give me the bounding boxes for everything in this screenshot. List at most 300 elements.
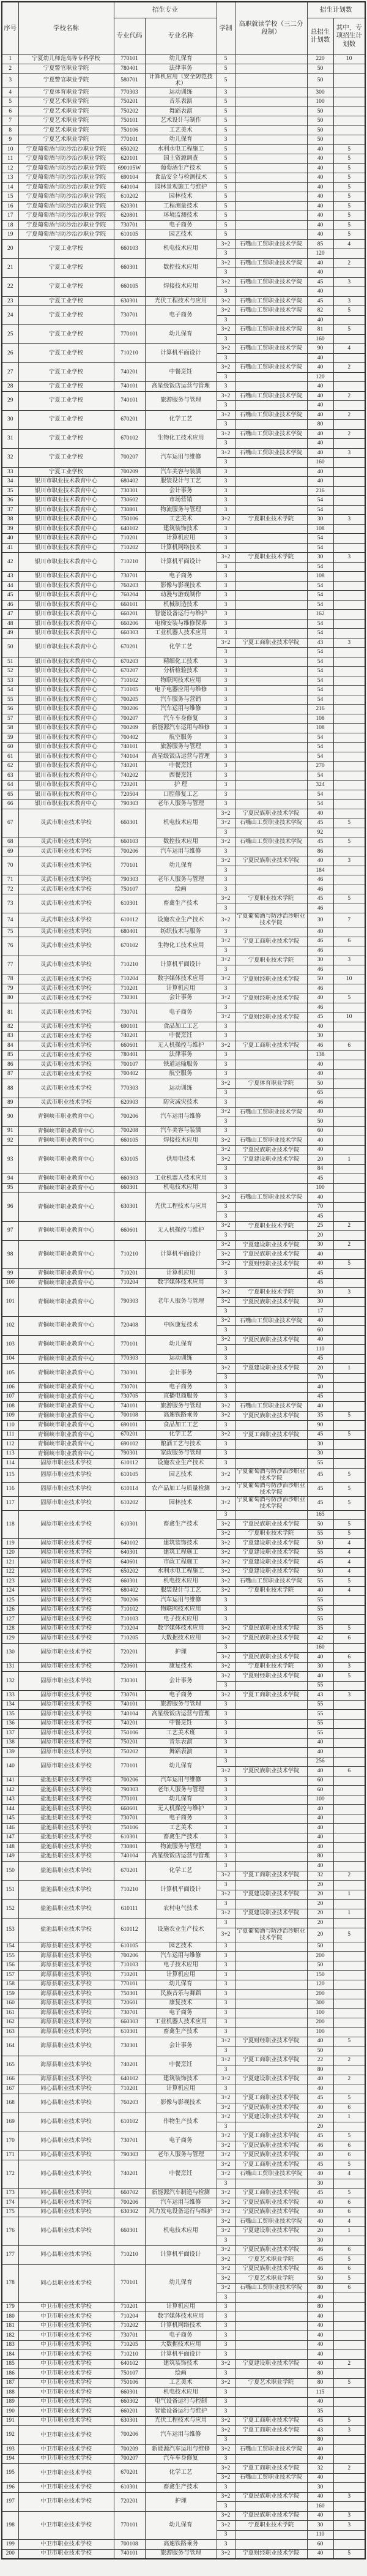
table-row: [2, 325, 365, 335]
plan-special: 4: [333, 1586, 365, 1596]
plan-special: [333, 1881, 365, 1890]
duration: 3+2: [217, 2264, 235, 2274]
row-index: 193: [2, 2445, 18, 2455]
plan-special: [333, 2065, 365, 2075]
duration: 3: [217, 1710, 235, 1720]
school-name: 灵武市职业技术学校: [18, 875, 114, 885]
plan-total: 70: [307, 1202, 333, 1212]
plan-special: 5: [333, 211, 365, 221]
row-index: 33: [2, 467, 18, 477]
plan-special: [333, 1942, 365, 1952]
major-code: 790303: [114, 2151, 145, 2160]
plan-special: [333, 2018, 365, 2027]
college-name: [235, 1117, 307, 1127]
duration: 3: [217, 2340, 235, 2350]
school-name: 宁夏工业学校: [18, 391, 114, 410]
major-name: 畜禽生产技术: [145, 2027, 217, 2037]
plan-total: 55: [307, 1605, 333, 1615]
duration: 3: [217, 724, 235, 733]
table-row: [2, 1700, 365, 1710]
row-index: 69: [2, 847, 18, 856]
table-row: [2, 1990, 365, 1999]
row-index: 190: [2, 2407, 18, 2417]
school-name: 固原市职业技术学校: [18, 1634, 114, 1644]
plan-special: 6: [333, 2141, 365, 2151]
duration: 3: [217, 2312, 235, 2322]
row-index: 28: [2, 382, 18, 392]
row-index: 32: [2, 448, 18, 467]
college-name: [235, 1862, 307, 1871]
plan-total: 45: [307, 2255, 333, 2265]
plan-special: 5: [333, 818, 365, 828]
plan-total: 30: [307, 1449, 333, 1459]
plan-special: [333, 1990, 365, 1999]
school-name: 中卫市职业技术学校: [18, 2312, 114, 2322]
major-name: 中餐烹饪: [145, 1719, 217, 1729]
plan-total: 30: [307, 956, 333, 965]
college-name: [235, 163, 307, 173]
duration: 3+2: [217, 809, 235, 818]
college-name: [235, 667, 307, 676]
duration: 3+2: [217, 429, 235, 439]
plan-total: 50: [307, 1079, 333, 1089]
major-name: 食品加工工艺: [145, 1022, 217, 1032]
major-name: 建筑装饰技术: [145, 1539, 217, 1549]
duration: 3: [217, 1900, 235, 1909]
plan-total: 55: [307, 1596, 333, 1606]
table-row: [2, 1558, 365, 1568]
major-name: 计算机平面设计: [145, 2350, 217, 2360]
duration: 3: [217, 1971, 235, 1980]
plan-total: 55: [307, 1700, 333, 1710]
plan-special: [333, 64, 365, 74]
major-name: 市政工程施工: [145, 1558, 217, 1568]
school-name: 海原县职业技术学校: [18, 2075, 114, 2084]
plan-special: [333, 2454, 365, 2464]
plan-special: 2: [333, 1240, 365, 1250]
plan-total: 108: [307, 524, 333, 534]
table-row: [2, 553, 365, 563]
major-name: 幼儿保育: [145, 1335, 217, 1354]
row-index: 45: [2, 591, 18, 601]
row-index: 184: [2, 2350, 18, 2360]
school-name: 固原市职业技术学校: [18, 1548, 114, 1558]
major-code: 700209: [114, 467, 145, 477]
plan-total: 20: [307, 1900, 333, 1909]
plan-total: 80: [307, 2065, 333, 2075]
plan-special: 4: [333, 2170, 365, 2179]
duration: 3+2: [217, 277, 235, 287]
major-code: 750107: [114, 2369, 145, 2379]
college-name: [235, 2331, 307, 2341]
row-index: 6: [2, 107, 18, 116]
row-index: 128: [2, 1624, 18, 1634]
college-name: [235, 2009, 307, 2018]
major-name: 老年人服务与管理: [145, 2151, 217, 2160]
plan-special: [333, 799, 365, 809]
major-code: 610112: [114, 1459, 145, 1469]
major-name: 中餐烹饪: [145, 2056, 217, 2075]
school-name: 海原县职业技术学校: [18, 1961, 114, 1971]
college-name: [235, 2321, 307, 2331]
table-row: [2, 201, 365, 211]
major-name: 防灾减灾技术: [145, 1098, 217, 1108]
table-row: [2, 1961, 365, 1971]
major-code: 640102: [114, 2359, 145, 2369]
major-code: 750106: [114, 1729, 145, 1739]
college-name: 宁夏工商职业技术学院: [235, 1430, 307, 1440]
duration: 3+2: [217, 837, 235, 847]
row-index: 11: [2, 154, 18, 164]
duration: 3: [217, 382, 235, 392]
plan-total: 20: [307, 1364, 333, 1374]
duration: 3+2: [217, 325, 235, 335]
duration: 3: [217, 847, 235, 856]
school-name: 固原市职业技术学校: [18, 1691, 114, 1701]
major-code: 700209: [114, 724, 145, 733]
table-row: [2, 1364, 365, 1374]
college-name: 宁夏工商职业技术学院: [235, 2188, 307, 2198]
major-code: 700206: [114, 1107, 145, 1126]
plan-total: 20: [307, 2113, 333, 2122]
college-name: 宁夏工商职业技术学院: [235, 2056, 307, 2065]
table-row: [2, 1814, 365, 1824]
plan-total: 40: [307, 1767, 333, 1777]
school-name: 海原县职业技术学校: [18, 1990, 114, 1999]
college-name: [235, 1212, 307, 1222]
duration: 3: [217, 1345, 235, 1355]
school-name: 银川市职业技术教育中心: [18, 553, 114, 572]
school-name: 固原市职业技术学校: [18, 1482, 114, 1496]
plan-total: 45: [307, 1212, 333, 1222]
school-name: 固原市职业技术学校: [18, 1615, 114, 1625]
major-code: 750101: [114, 116, 145, 126]
major-code: 740104: [114, 752, 145, 762]
major-code: 610202: [114, 192, 145, 202]
plan-special: [333, 1088, 365, 1098]
major-name: 无人机操控与维护: [145, 1041, 217, 1051]
row-index: 8: [2, 125, 18, 135]
school-name: 青铜峡市职业教育中心: [18, 1383, 114, 1393]
major-name: 畜禽生产技术: [145, 1833, 217, 1843]
school-name: 灵武市职业技术学校: [18, 837, 114, 847]
row-index: 106: [2, 1383, 18, 1393]
plan-total: 40: [307, 391, 333, 401]
row-index: 123: [2, 1577, 18, 1587]
plan-special: [333, 1383, 365, 1393]
college-name: [235, 1278, 307, 1288]
college-name: 宁夏民族职业技术学院: [235, 1250, 307, 1260]
duration: 3+2: [217, 1411, 235, 1421]
row-index: 47: [2, 610, 18, 620]
plan-total: 40: [307, 2198, 333, 2208]
major-name: 机电技术应用: [145, 2217, 217, 2246]
major-code: 660301: [114, 809, 145, 837]
row-index: 63: [2, 771, 18, 781]
table-row: [2, 1107, 365, 1117]
college-name: 宁夏建设职业技术学院: [235, 1240, 307, 1250]
table-row: [2, 1392, 365, 1402]
plan-total: 43: [307, 2426, 333, 2436]
plan-special: 3: [333, 1288, 365, 1298]
major-code: 700206: [114, 847, 145, 856]
plan-special: [333, 705, 365, 714]
duration: 3: [217, 2331, 235, 2341]
plan-special: [333, 965, 365, 975]
plan-special: [333, 847, 365, 856]
row-index: 54: [2, 686, 18, 695]
school-name: 中卫市职业技术学校: [18, 2464, 114, 2483]
college-name: [235, 420, 307, 430]
duration: 3+2: [217, 2473, 235, 2483]
major-name: 设施农业生产技术: [145, 1919, 217, 1942]
plan-special: 3: [333, 1662, 365, 1672]
major-name: 服装设计与工艺: [145, 477, 217, 487]
row-index: 86: [2, 1060, 18, 1070]
row-index: 26: [2, 344, 18, 363]
plan-total: 40: [307, 1259, 333, 1269]
row-index: 171: [2, 2151, 18, 2160]
plan-special: 4: [333, 2217, 365, 2227]
major-name: 高速铁路乘务: [145, 1411, 217, 1421]
major-code: 770101: [114, 2264, 145, 2302]
college-name: [235, 904, 307, 913]
duration: 3+2: [217, 2245, 235, 2255]
plan-special: [333, 1449, 365, 1459]
major-name: 会计事务: [145, 1364, 217, 1383]
plan-total: 60: [307, 1786, 333, 1795]
major-code: 610301: [114, 2027, 145, 2037]
major-name: 机电技术应用: [145, 1183, 217, 1193]
duration: 3+2: [217, 2255, 235, 2265]
college-name: [235, 866, 307, 875]
college-name: [235, 984, 307, 994]
duration: 3+2: [217, 2037, 235, 2046]
plan-total: 50: [307, 1942, 333, 1952]
plan-special: [333, 1814, 365, 1824]
duration: 3+2: [217, 1250, 235, 1260]
school-name: 中卫市职业技术学校: [18, 2350, 114, 2360]
college-name: [235, 2369, 307, 2379]
school-name: 青铜峡市职业教育中心: [18, 1316, 114, 1335]
table-row: [2, 1980, 365, 1990]
row-index: 127: [2, 1615, 18, 1625]
duration: 5: [217, 163, 235, 173]
major-code: 740202: [114, 771, 145, 781]
plan-special: 4: [333, 1558, 365, 1568]
college-name: [235, 1900, 307, 1909]
col-header-plan-total: 总招生计划数: [307, 18, 333, 54]
plan-special: 6: [333, 1767, 365, 1777]
row-index: 40: [2, 534, 18, 544]
major-name: 市场营销: [145, 496, 217, 506]
table-row: [2, 2321, 365, 2331]
duration: 3: [217, 610, 235, 620]
major-name: 中餐烹饪: [145, 1032, 217, 1041]
major-code: 720201: [114, 781, 145, 790]
college-name: [235, 1440, 307, 1450]
plan-special: [333, 1757, 365, 1767]
school-name: 银川市职业技术教育中心: [18, 534, 114, 544]
major-code: 610102: [114, 2113, 145, 2132]
plan-special: [333, 496, 365, 506]
college-name: [235, 1449, 307, 1459]
school-name: 固原市职业技术学校: [18, 1496, 114, 1510]
plan-special: 3: [333, 515, 365, 525]
college-name: [235, 965, 307, 975]
plan-total: 40: [307, 2293, 333, 2303]
table-row: [2, 610, 365, 620]
college-name: 宁夏工商职业技术学院: [235, 1691, 307, 1701]
major-name: 工程测量技术: [145, 201, 217, 211]
college-name: [235, 2388, 307, 2398]
row-index: 112: [2, 1440, 18, 1450]
plan-total: 45: [307, 837, 333, 847]
plan-special: [333, 486, 365, 496]
plan-total: 324: [307, 781, 333, 790]
plan-special: [333, 2540, 365, 2550]
major-code: 760203: [114, 581, 145, 591]
duration: 3: [217, 1126, 235, 1136]
duration: 3: [217, 667, 235, 676]
duration: 3+2: [217, 1013, 235, 1022]
plan-special: [333, 1117, 365, 1127]
plan-special: 6: [333, 1634, 365, 1644]
table-row: [2, 657, 365, 667]
plan-special: [333, 2179, 365, 2189]
table-row: [2, 1710, 365, 1720]
plan-special: 5: [333, 1577, 365, 1587]
duration: 3: [217, 927, 235, 937]
school-name: 银川市职业技术教育中心: [18, 591, 114, 601]
plan-total: 50: [307, 125, 333, 135]
plan-total: 60: [307, 1126, 333, 1136]
plan-total: 35: [307, 1624, 333, 1634]
college-name: 宁夏财经职业技术学院: [235, 2549, 307, 2559]
college-name: [235, 610, 307, 620]
major-code: 700402: [114, 1069, 145, 1079]
plan-special: [333, 2502, 365, 2512]
plan-total: 40: [307, 173, 333, 183]
table-row: [2, 572, 365, 582]
duration: 3: [217, 1307, 235, 1317]
plan-special: 5: [333, 192, 365, 202]
school-name: 固原市职业技术学校: [18, 1468, 114, 1482]
school-name: 银川市职业技术教育中心: [18, 667, 114, 676]
college-name: 宁夏艺术职业学院: [235, 2378, 307, 2388]
major-name: 旅游服务与管理: [145, 2549, 217, 2559]
duration: 3+2: [217, 975, 235, 984]
college-name: 石嘴山工贸职业技术学院: [235, 296, 307, 306]
plan-total: 40: [307, 1843, 333, 1852]
duration: 3+2: [217, 2274, 235, 2284]
plan-special: 5: [333, 182, 365, 192]
row-index: 187: [2, 2378, 18, 2388]
table-row: [2, 1440, 365, 1450]
college-name: [235, 1421, 307, 1431]
major-name: 园林技术: [145, 1496, 217, 1510]
college-name: 石嘴山工贸职业技术学院: [235, 1316, 307, 1326]
table-row: [2, 410, 365, 420]
school-name: 青铜峡市职业教育中心: [18, 1145, 114, 1174]
major-code: 790303: [114, 799, 145, 809]
plan-special: 3: [333, 956, 365, 965]
plan-special: 5: [333, 201, 365, 211]
plan-total: 55: [307, 1459, 333, 1469]
college-name: [235, 1999, 307, 2009]
school-name: 中卫市职业技术学校: [18, 2540, 114, 2550]
duration: 3+2: [217, 1145, 235, 1155]
plan-special: [333, 125, 365, 135]
college-name: [235, 1843, 307, 1852]
college-name: [235, 828, 307, 837]
plan-total: 54: [307, 752, 333, 762]
major-code: 710102: [114, 676, 145, 686]
college-name: [235, 695, 307, 705]
major-code: 790301: [114, 1449, 145, 1459]
major-name: 工艺美术: [145, 125, 217, 135]
college-name: 宁夏职业技术学院: [235, 515, 307, 525]
plan-special: 2: [333, 429, 365, 439]
major-name: 物流服务与管理: [145, 505, 217, 515]
row-index: 59: [2, 733, 18, 743]
school-name: 青铜峡市职业教育中心: [18, 1193, 114, 1222]
duration: 3: [217, 268, 235, 278]
major-code: 750202: [114, 107, 145, 116]
school-name: 固原市职业技术学校: [18, 1605, 114, 1615]
table-row: [2, 1577, 365, 1587]
major-code: 610301: [114, 1510, 145, 1539]
major-name: 直播电商服务: [145, 1392, 217, 1402]
plan-total: 54: [307, 505, 333, 515]
major-code: 620801: [114, 211, 145, 221]
row-index: 24: [2, 306, 18, 325]
duration: 3: [217, 1459, 235, 1469]
major-name: 护理: [145, 1643, 217, 1662]
row-index: 133: [2, 1691, 18, 1701]
duration: 3: [217, 946, 235, 956]
major-name: 电子商务: [145, 2331, 217, 2341]
plan-special: [333, 1795, 365, 1805]
plan-total: 40: [307, 2359, 333, 2369]
major-name: 汽车运用与维修: [145, 1107, 217, 1126]
plan-special: [333, 562, 365, 572]
major-name: 设施农业生产技术: [145, 913, 217, 927]
college-name: [235, 2435, 307, 2445]
school-name: 海原县职业技术学校: [18, 1999, 114, 2009]
table-row: [2, 1843, 365, 1852]
major-code: 670201: [114, 410, 145, 429]
plan-special: 5: [333, 173, 365, 183]
college-name: 石嘴山工贸职业技术学院: [235, 2170, 307, 2179]
plan-total: 35: [307, 1411, 333, 1421]
row-index: 178: [2, 2264, 18, 2302]
plan-special: [333, 771, 365, 781]
row-index: 91: [2, 1126, 18, 1136]
major-code: 710103: [114, 1615, 145, 1625]
plan-special: [333, 1738, 365, 1748]
duration: 3: [217, 1373, 235, 1383]
plan-total: 115: [307, 2388, 333, 2398]
college-name: 宁夏葡萄酒与防沙治沙职业技术学院: [235, 1496, 307, 1510]
duration: 3+2: [217, 1529, 235, 1539]
plan-special: 7: [333, 913, 365, 927]
duration: 3+2: [217, 1496, 235, 1510]
plan-total: 20: [307, 1890, 333, 1900]
duration: 3+2: [217, 2283, 235, 2293]
table-row: [2, 1069, 365, 1079]
plan-special: [333, 1748, 365, 1758]
